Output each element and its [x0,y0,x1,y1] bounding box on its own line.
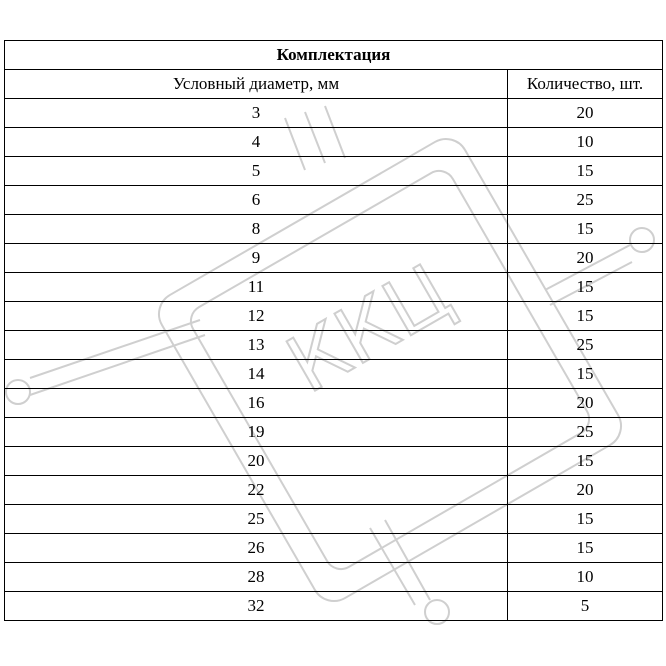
diameter-cell: 20 [5,447,508,476]
count-cell: 15 [508,505,663,534]
count-cell: 20 [508,99,663,128]
header-count: Количество, шт. [508,70,663,99]
diameter-cell: 6 [5,186,508,215]
count-cell: 10 [508,128,663,157]
count-cell: 5 [508,592,663,621]
diameter-cell: 28 [5,563,508,592]
diameter-cell: 11 [5,273,508,302]
diameter-cell: 16 [5,389,508,418]
table-row [5,505,663,534]
table-row [5,302,663,331]
count-cell: 15 [508,302,663,331]
table-row [5,447,663,476]
diameter-cell: 19 [5,418,508,447]
diameter-cell: 4 [5,128,508,157]
diameter-cell: 25 [5,505,508,534]
table-row [5,99,663,128]
table-row [5,360,663,389]
table-row [5,592,663,621]
watermark-text: ККЦ [272,247,467,411]
diameter-cell: 5 [5,157,508,186]
diameter-cell: 9 [5,244,508,273]
table-row [5,476,663,505]
count-cell: 15 [508,447,663,476]
table-row [5,418,663,447]
table-row [5,244,663,273]
table-title: Комплектация [5,41,663,70]
count-cell: 15 [508,360,663,389]
table-row [5,157,663,186]
diameter-cell: 13 [5,331,508,360]
count-cell: 20 [508,476,663,505]
diameter-cell: 14 [5,360,508,389]
table-title-row [5,41,663,70]
count-cell: 25 [508,418,663,447]
count-cell: 20 [508,389,663,418]
diameter-cell: 3 [5,99,508,128]
table-row [5,534,663,563]
kit-table [4,40,663,621]
table-body [5,99,663,621]
table-row [5,273,663,302]
table-row [5,563,663,592]
count-cell: 25 [508,331,663,360]
table-header-row [5,70,663,99]
count-cell: 15 [508,157,663,186]
count-cell: 20 [508,244,663,273]
kit-table-container [4,40,662,621]
diameter-cell: 32 [5,592,508,621]
count-cell: 15 [508,273,663,302]
diameter-cell: 8 [5,215,508,244]
diameter-cell: 26 [5,534,508,563]
count-cell: 15 [508,534,663,563]
table-row [5,331,663,360]
table-row [5,215,663,244]
header-diameter: Условный диаметр, мм [5,70,508,99]
table-row [5,186,663,215]
count-cell: 25 [508,186,663,215]
table-row [5,128,663,157]
count-cell: 10 [508,563,663,592]
diameter-cell: 12 [5,302,508,331]
count-cell: 15 [508,215,663,244]
table-row [5,389,663,418]
diameter-cell: 22 [5,476,508,505]
